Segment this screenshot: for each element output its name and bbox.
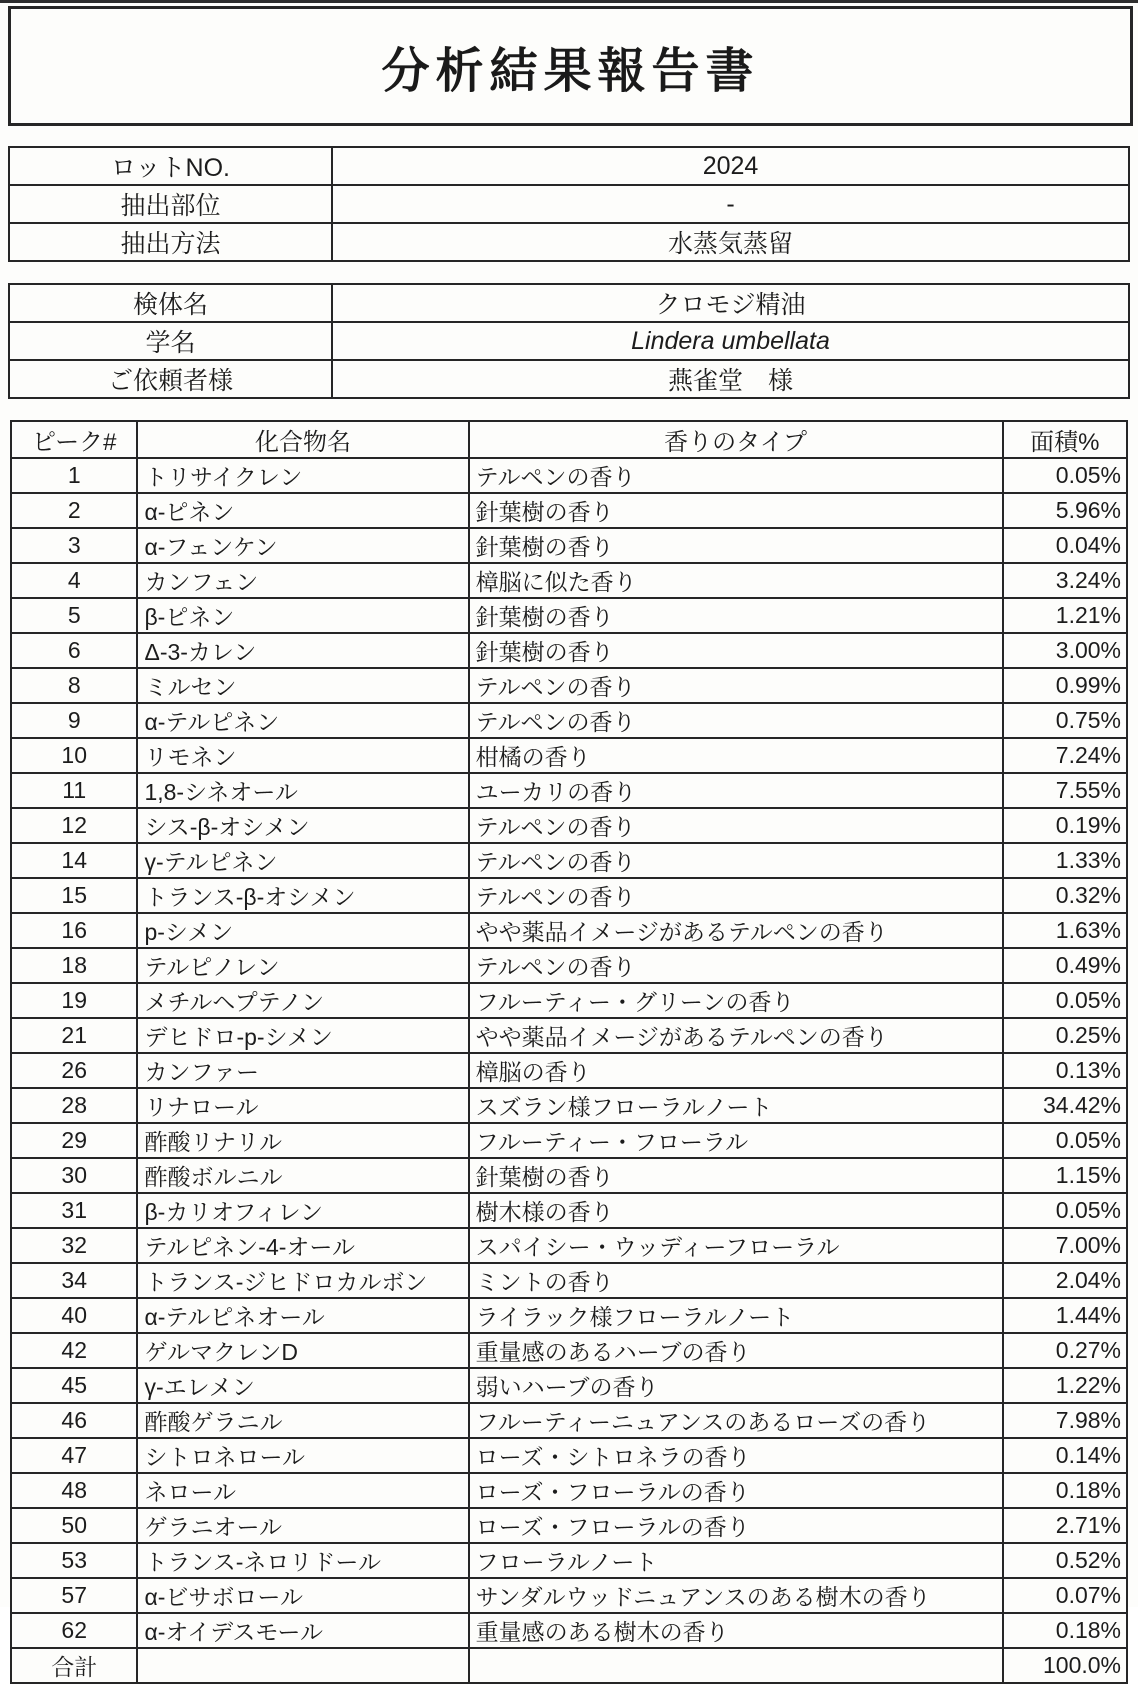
compound-name-cell: トランス-β-オシメン	[137, 878, 468, 913]
table-row	[11, 1578, 1127, 1613]
table-row	[11, 913, 1127, 948]
compound-name-cell: α-ビサボロール	[137, 1578, 468, 1613]
header-row	[11, 421, 1127, 458]
compound-name-cell: 酢酸ゲラニル	[137, 1403, 468, 1438]
report-title: 分析結果報告書	[381, 44, 760, 98]
area-percent-cell: 1.63%	[1003, 913, 1127, 948]
column-header-peak: ピーク#	[11, 421, 137, 458]
scent-type-cell: 針葉樹の香り	[469, 633, 1003, 668]
peak-number-cell: 3	[11, 528, 137, 563]
scent-type-cell: ローズ・シトロネラの香り	[469, 1438, 1003, 1473]
table-row	[9, 360, 1129, 398]
area-percent-cell: 0.14%	[1003, 1438, 1127, 1473]
table-row	[11, 668, 1127, 703]
scent-type-cell: 針葉樹の香り	[469, 493, 1003, 528]
scent-type-cell: 針葉樹の香り	[469, 1158, 1003, 1193]
area-percent-cell: 1.22%	[1003, 1368, 1127, 1403]
scent-type-cell: フルーティーニュアンスのあるローズの香り	[469, 1403, 1003, 1438]
compound-name-cell: ゲルマクレンD	[137, 1333, 468, 1368]
table-row	[11, 1193, 1127, 1228]
compound-name-cell: テルピネン-4-オール	[137, 1228, 468, 1263]
scent-type-cell: テルペンの香り	[469, 668, 1003, 703]
area-percent-cell: 2.04%	[1003, 1263, 1127, 1298]
peak-number-cell: 45	[11, 1368, 137, 1403]
scent-type-cell: 針葉樹の香り	[469, 528, 1003, 563]
table-row	[11, 1333, 1127, 1368]
scent-type-cell: スズラン様フローラルノート	[469, 1088, 1003, 1123]
compound-name-cell: α-オイデスモール	[137, 1613, 468, 1648]
peak-number-cell: 34	[11, 1263, 137, 1298]
table-row	[9, 322, 1129, 360]
area-percent-cell: 0.27%	[1003, 1333, 1127, 1368]
area-percent-cell: 1.21%	[1003, 598, 1127, 633]
area-percent-cell: 0.05%	[1003, 458, 1127, 493]
sample-name-value: クロモジ精油	[332, 284, 1129, 322]
peak-number-cell: 10	[11, 738, 137, 773]
scent-type-cell: テルペンの香り	[469, 458, 1003, 493]
scent-type-cell: サンダルウッドニュアンスのある樹木の香り	[469, 1578, 1003, 1613]
table-row	[11, 1543, 1127, 1578]
table-row	[9, 185, 1129, 223]
peak-number-cell: 2	[11, 493, 137, 528]
compound-name-cell: γ-テルピネン	[137, 843, 468, 878]
compound-name-cell: トランス-ネロリドール	[137, 1543, 468, 1578]
area-percent-cell: 3.24%	[1003, 563, 1127, 598]
table-row	[11, 1368, 1127, 1403]
area-percent-cell: 3.00%	[1003, 633, 1127, 668]
compound-name-cell: α-テルピネン	[137, 703, 468, 738]
sample-name-label: 検体名	[9, 284, 332, 322]
scent-type-cell: 弱いハーブの香り	[469, 1368, 1003, 1403]
column-header-area-percent: 面積%	[1003, 421, 1127, 458]
peak-number-cell: 26	[11, 1053, 137, 1088]
peak-number-cell: 47	[11, 1438, 137, 1473]
scent-type-cell: 針葉樹の香り	[469, 598, 1003, 633]
scientific-name-value: Lindera umbellata	[332, 322, 1129, 360]
table-row	[11, 773, 1127, 808]
peak-number-cell: 6	[11, 633, 137, 668]
area-percent-cell: 0.32%	[1003, 878, 1127, 913]
extraction-method-value: 水蒸気蒸留	[332, 223, 1129, 261]
compound-name-cell: 酢酸リナリル	[137, 1123, 468, 1158]
compound-name-cell: α-フェンケン	[137, 528, 468, 563]
peak-number-cell: 29	[11, 1123, 137, 1158]
scent-type-cell: フルーティー・フローラル	[469, 1123, 1003, 1158]
table-row	[9, 223, 1129, 261]
area-percent-cell: 0.05%	[1003, 983, 1127, 1018]
table-row	[11, 948, 1127, 983]
compound-name-cell: ミルセン	[137, 668, 468, 703]
peak-number-cell: 18	[11, 948, 137, 983]
peak-number-cell: 40	[11, 1298, 137, 1333]
peak-number-cell: 28	[11, 1088, 137, 1123]
scent-type-cell: 重量感のある樹木の香り	[469, 1613, 1003, 1648]
table-row	[11, 878, 1127, 913]
peak-number-cell: 50	[11, 1508, 137, 1543]
scent-type-cell: 樟脳の香り	[469, 1053, 1003, 1088]
table-row	[11, 1053, 1127, 1088]
table-row	[11, 808, 1127, 843]
peak-number-cell: 30	[11, 1158, 137, 1193]
compound-name-cell: テルピノレン	[137, 948, 468, 983]
area-percent-cell: 0.99%	[1003, 668, 1127, 703]
table-row	[11, 1403, 1127, 1438]
table-row	[11, 633, 1127, 668]
empty-cell	[469, 1648, 1003, 1683]
compound-name-cell: リモネン	[137, 738, 468, 773]
area-percent-cell: 1.33%	[1003, 843, 1127, 878]
peak-number-cell: 46	[11, 1403, 137, 1438]
table-row	[11, 1088, 1127, 1123]
area-percent-cell: 0.49%	[1003, 948, 1127, 983]
client-value: 燕雀堂 様	[332, 360, 1129, 398]
compound-name-cell: デヒドロ-p-シメン	[137, 1018, 468, 1053]
table-row	[11, 1228, 1127, 1263]
scent-type-cell: ローズ・フローラルの香り	[469, 1473, 1003, 1508]
table-row	[11, 1158, 1127, 1193]
peak-number-cell: 8	[11, 668, 137, 703]
peak-number-cell: 53	[11, 1543, 137, 1578]
peak-number-cell: 19	[11, 983, 137, 1018]
compound-name-cell: シス-β-オシメン	[137, 808, 468, 843]
area-percent-cell: 7.98%	[1003, 1403, 1127, 1438]
empty-cell	[137, 1648, 468, 1683]
total-row	[11, 1648, 1127, 1683]
peak-number-cell: 32	[11, 1228, 137, 1263]
table-row	[11, 1473, 1127, 1508]
table-row	[11, 1508, 1127, 1543]
scent-type-cell: テルペンの香り	[469, 703, 1003, 738]
sample-info-table	[8, 283, 1130, 399]
table-row	[11, 843, 1127, 878]
area-percent-cell: 0.18%	[1003, 1473, 1127, 1508]
compound-name-cell: シトロネロール	[137, 1438, 468, 1473]
area-percent-cell: 5.96%	[1003, 493, 1127, 528]
table-row	[11, 1263, 1127, 1298]
compound-name-cell: 1,8-シネオール	[137, 773, 468, 808]
scent-type-cell: 重量感のあるハーブの香り	[469, 1333, 1003, 1368]
table-row	[11, 1438, 1127, 1473]
table-row	[11, 598, 1127, 633]
peak-number-cell: 12	[11, 808, 137, 843]
table-row	[11, 1613, 1127, 1648]
area-percent-cell: 1.44%	[1003, 1298, 1127, 1333]
column-header-compound: 化合物名	[137, 421, 468, 458]
area-percent-cell: 0.07%	[1003, 1578, 1127, 1613]
table-row	[11, 563, 1127, 598]
peak-number-cell: 48	[11, 1473, 137, 1508]
lot-number-value: 2024	[332, 147, 1129, 185]
peak-number-cell: 1	[11, 458, 137, 493]
scent-type-cell: 樹木様の香り	[469, 1193, 1003, 1228]
table-row	[11, 738, 1127, 773]
scent-type-cell: ミントの香り	[469, 1263, 1003, 1298]
scent-type-cell: ユーカリの香り	[469, 773, 1003, 808]
peak-number-cell: 16	[11, 913, 137, 948]
area-percent-cell: 7.24%	[1003, 738, 1127, 773]
compound-name-cell: ゲラニオール	[137, 1508, 468, 1543]
table-row	[11, 1298, 1127, 1333]
peak-number-cell: 42	[11, 1333, 137, 1368]
total-value: 100.0%	[1003, 1648, 1127, 1683]
peak-number-cell: 21	[11, 1018, 137, 1053]
scent-type-cell: フルーティー・グリーンの香り	[469, 983, 1003, 1018]
table-row	[11, 983, 1127, 1018]
area-percent-cell: 7.55%	[1003, 773, 1127, 808]
table-row	[11, 458, 1127, 493]
compound-name-cell: トリサイクレン	[137, 458, 468, 493]
client-label: ご依頼者様	[9, 360, 332, 398]
compound-name-cell: トランス-ジヒドロカルボン	[137, 1263, 468, 1298]
peak-number-cell: 57	[11, 1578, 137, 1613]
table-row	[9, 147, 1129, 185]
area-percent-cell: 0.75%	[1003, 703, 1127, 738]
peak-number-cell: 15	[11, 878, 137, 913]
peak-number-cell: 9	[11, 703, 137, 738]
peak-number-cell: 11	[11, 773, 137, 808]
area-percent-cell: 7.00%	[1003, 1228, 1127, 1263]
area-percent-cell: 2.71%	[1003, 1508, 1127, 1543]
extraction-part-value: -	[332, 185, 1129, 223]
table-row	[11, 528, 1127, 563]
scent-type-cell: テルペンの香り	[469, 948, 1003, 983]
peak-number-cell: 4	[11, 563, 137, 598]
area-percent-cell: 0.52%	[1003, 1543, 1127, 1578]
lot-number-label: ロットNO.	[9, 147, 332, 185]
scent-type-cell: やや薬品イメージがあるテルペンの香り	[469, 913, 1003, 948]
compound-name-cell: カンフェン	[137, 563, 468, 598]
scent-type-cell: フローラルノート	[469, 1543, 1003, 1578]
compound-name-cell: リナロール	[137, 1088, 468, 1123]
compound-name-cell: メチルヘプテノン	[137, 983, 468, 1018]
scent-type-cell: ライラック様フローラルノート	[469, 1298, 1003, 1333]
scent-type-cell: テルペンの香り	[469, 878, 1003, 913]
report-title-box	[8, 6, 1133, 126]
total-label: 合計	[11, 1648, 137, 1683]
table-row	[11, 1123, 1127, 1158]
scent-type-cell: やや薬品イメージがあるテルペンの香り	[469, 1018, 1003, 1053]
table-row	[11, 1018, 1127, 1053]
peak-number-cell: 5	[11, 598, 137, 633]
peak-number-cell: 31	[11, 1193, 137, 1228]
scan-artifact-line	[0, 0, 1138, 3]
compound-name-cell: ネロール	[137, 1473, 468, 1508]
area-percent-cell: 0.04%	[1003, 528, 1127, 563]
compound-name-cell: β-カリオフィレン	[137, 1193, 468, 1228]
extraction-method-label: 抽出方法	[9, 223, 332, 261]
area-percent-cell: 0.05%	[1003, 1193, 1127, 1228]
table-row	[11, 703, 1127, 738]
scent-type-cell: 樟脳に似た香り	[469, 563, 1003, 598]
scent-type-cell: スパイシー・ウッディーフローラル	[469, 1228, 1003, 1263]
area-percent-cell: 0.19%	[1003, 808, 1127, 843]
compound-name-cell: Δ-3-カレン	[137, 633, 468, 668]
compound-name-cell: β-ピネン	[137, 598, 468, 633]
lot-info-table	[8, 146, 1130, 262]
area-percent-cell: 1.15%	[1003, 1158, 1127, 1193]
compound-name-cell: カンファー	[137, 1053, 468, 1088]
compound-name-cell: γ-エレメン	[137, 1368, 468, 1403]
scent-type-cell: 柑橘の香り	[469, 738, 1003, 773]
area-percent-cell: 0.25%	[1003, 1018, 1127, 1053]
compound-name-cell: α-ピネン	[137, 493, 468, 528]
area-percent-cell: 0.18%	[1003, 1613, 1127, 1648]
area-percent-cell: 0.05%	[1003, 1123, 1127, 1158]
table-row	[11, 493, 1127, 528]
extraction-part-label: 抽出部位	[9, 185, 332, 223]
area-percent-cell: 0.13%	[1003, 1053, 1127, 1088]
table-row	[9, 284, 1129, 322]
peak-number-cell: 14	[11, 843, 137, 878]
scent-type-cell: ローズ・フローラルの香り	[469, 1508, 1003, 1543]
composition-table	[10, 420, 1128, 1684]
scent-type-cell: テルペンの香り	[469, 808, 1003, 843]
compound-name-cell: α-テルピネオール	[137, 1298, 468, 1333]
peak-number-cell: 62	[11, 1613, 137, 1648]
scientific-name-label: 学名	[9, 322, 332, 360]
scent-type-cell: テルペンの香り	[469, 843, 1003, 878]
area-percent-cell: 34.42%	[1003, 1088, 1127, 1123]
compound-name-cell: p-シメン	[137, 913, 468, 948]
column-header-scent-type: 香りのタイプ	[469, 421, 1003, 458]
compound-name-cell: 酢酸ボルニル	[137, 1158, 468, 1193]
